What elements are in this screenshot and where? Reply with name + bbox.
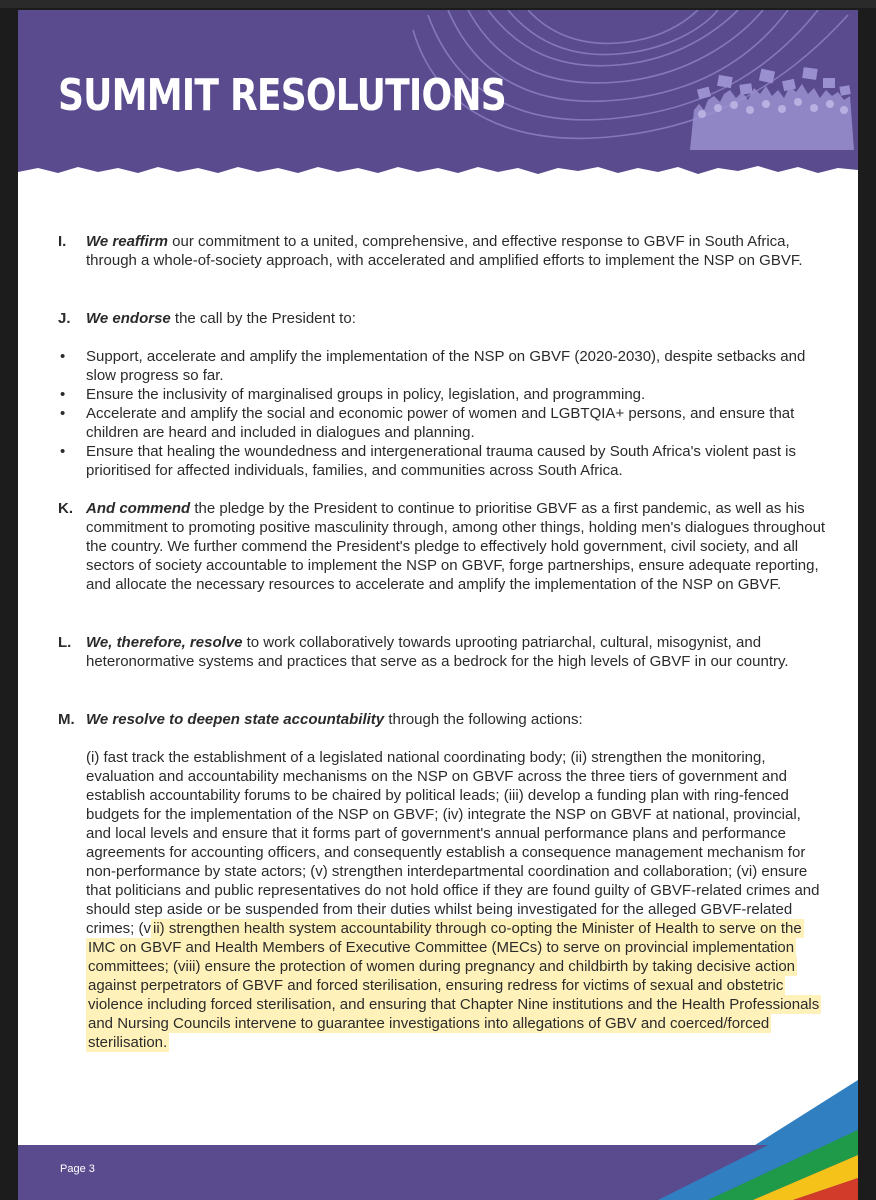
section-text: to work collaboratively towards uprooting patriarchal, cultural, misogynist, and heteronormative systems and practices that serve as a bedrock for the high levels of GBVF in our country. (86, 634, 789, 670)
list-item-text: Support, accelerate and amplify the implementation of the NSP on GBVF (2020-2030), despite setbacks and slow progress so far. (86, 348, 806, 384)
state-accountability-actions (58, 748, 828, 1052)
section-marker: L. (58, 634, 72, 651)
list-item-text: Ensure that healing the woundedness and intergenerational trauma caused by South Africa's violent past is prioritised for affected individuals, families, and communities across South Africa. (86, 443, 796, 479)
section-lead: We endorse (86, 310, 171, 327)
highlighted-text: ii) strengthen health system accountability through co-opting the Minister of Health to serve on the IMC on GBVF and Health Members of Executive Committee (MECs) to serve on provincial implementation committees; (viii) ensure the protection of women during pregnancy and childbirth by taking decisive action against perpetrators of GBVF and forced sterilisation, ensuring redress for victims of sexual and obstetric violence including forced sterilisation, and ensuring that Chapter Nine institutions and the Health Professionals and Nursing Councils intervene to guarantee investigations into allegations of GBV and coerced/forced sterilisation. (88, 920, 820, 1051)
list-item: • Accelerate and amplify the social and economic power of women and LGBTQIA+ persons, and ensure that children are heard and included in dialogues and planning. (60, 405, 795, 441)
page-number: Page 3 (60, 1163, 95, 1175)
viewer-top-bar (0, 0, 876, 8)
section-marker: J. (58, 310, 71, 327)
resolution-m (58, 710, 828, 729)
section-marker: M. (58, 711, 75, 728)
list-item-text: Accelerate and amplify the social and economic power of women and LGBTQIA+ persons, and ensure that children are heard and included in dialogues and planning. (86, 405, 795, 441)
resolution-k (58, 499, 828, 613)
section-lead: We resolve to deepen state accountability (86, 711, 385, 728)
page-title: SUMMIT RESOLUTIONS (58, 70, 506, 121)
list-item: • Support, accelerate and amplify the implementation of the NSP on GBVF (2020-2030), despite setbacks and slow progress so far. (60, 348, 806, 384)
section-marker: K. (58, 500, 73, 517)
list-item: • Ensure the inclusivity of marginalised groups in policy, legislation, and programming. (60, 386, 646, 403)
page-footer (18, 1145, 858, 1200)
list-item-text: Ensure the inclusivity of marginalised groups in policy, legislation, and programming. (86, 386, 646, 403)
section-text: the pledge by the President to continue to prioritise GBVF as a first pandemic, as well as his commitment to promoting positive masculinity through, among other things, holding men's dialogues throughout the country. We further commend the President's pledge to effectively hold government, civil society, and all sectors of society accountable to implement the NSP on GBVF, forge partnerships, ensure adequate reporting, and allocate the necessary resources to accelerate and amplify the implementation of the NSP on GBVF. (86, 500, 826, 593)
document-page (18, 10, 858, 1200)
section-text: our commitment to a united, comprehensive, and effective response to GBVF in South Africa, through a whole-of-society approach, with accelerated and amplified efforts to implement the NSP on GBVF. (86, 233, 803, 269)
section-text: the call by the President to: (170, 310, 356, 327)
resolution-j (58, 309, 828, 328)
section-marker: I. (58, 233, 67, 250)
section-lead: We reaffirm (86, 233, 168, 250)
resolution-l (58, 633, 828, 690)
page-header (18, 10, 858, 200)
section-text: through the following actions: (384, 711, 583, 728)
list-item: • Ensure that healing the woundedness and intergenerational trauma caused by South Africa's violent past is prioritised for affected individuals, families, and communities across South Africa. (60, 443, 796, 479)
president-call-list (58, 347, 828, 480)
actions-text: (i) fast track the establishment of a legislated national coordinating body; (ii) strengthen the monitoring, evaluation and accountability mechanisms on the NSP on GBVF across the three tiers of government and establish accountability forums to be chaired by political leads; (iii) develop a funding plan with ring-fenced budgets for the implementation of the NSP on GBVF; (iv) integrate the NSP on GBVF at national, provincial, and local levels and ensure that it forms part of government's annual performance plans and performance agreements for accounting officers, and consequently establish a consequence management mechanism for non-performance by state actors; (v) strengthen interdepartmental coordination and collaboration; (vi) ensure that politicians and public representatives do not hold office if they are found guilty of GBVF-related crimes and should step aside or be suspended from their duties whilst being investigated for the alleged GBVF-related crimes; (v (86, 749, 820, 937)
section-lead: We, therefore, resolve (86, 634, 243, 651)
resolution-i (58, 232, 828, 289)
resolutions-body (58, 232, 828, 1052)
section-lead: And commend (86, 500, 191, 517)
